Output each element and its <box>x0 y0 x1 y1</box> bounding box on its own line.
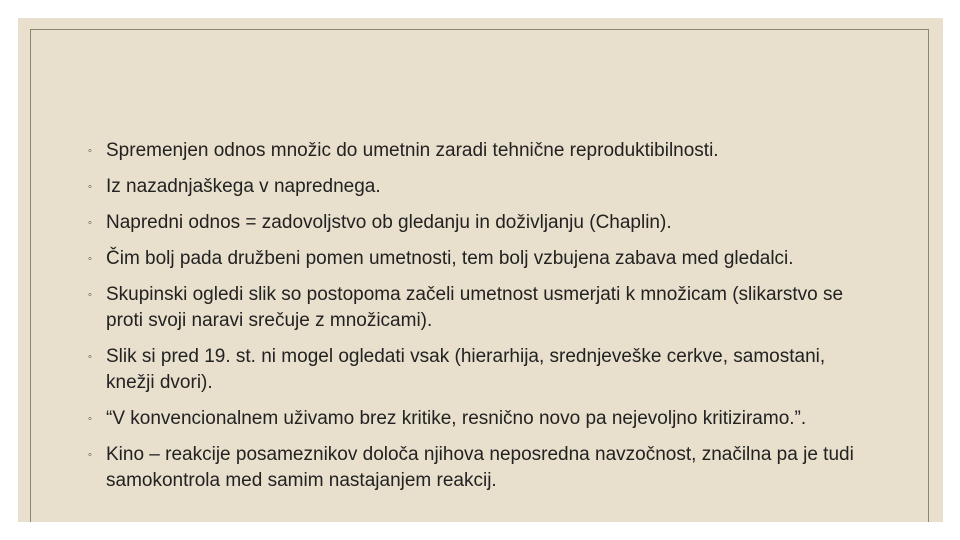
bullet-icon: ◦ <box>88 449 92 461</box>
list-item <box>88 210 868 236</box>
bullet-text: Čim bolj pada družbeni pomen umetnosti, tem bolj vzbujena zabava med gledalci. <box>106 248 794 269</box>
list-item <box>88 246 868 272</box>
list-item <box>88 138 868 164</box>
list-item <box>88 406 868 432</box>
bullet-icon: ◦ <box>88 253 92 265</box>
list-item <box>88 282 868 334</box>
bullet-text: Napredni odnos = zadovoljstvo ob gledanju in doživljanju (Chaplin). <box>106 212 672 233</box>
bullet-list <box>88 138 868 504</box>
bullet-text: Kino – reakcije posameznikov določa njihova neposredna navzočnost, značilna pa je tudi samokontrola med samim nastajanjem reakcij. <box>106 444 854 491</box>
list-item <box>88 174 868 200</box>
list-item <box>88 344 868 396</box>
bullet-text: “V konvencionalnem uživamo brez kritike, resnično novo pa nejevoljno kritiziramo.”. <box>106 408 807 429</box>
bullet-text: Slik si pred 19. st. ni mogel ogledati vsak (hierarhija, srednjeveške cerkve, samostani, knežji dvori). <box>106 346 826 393</box>
slide <box>18 18 943 522</box>
bullet-icon: ◦ <box>88 351 92 363</box>
bullet-icon: ◦ <box>88 217 92 229</box>
bullet-icon: ◦ <box>88 413 92 425</box>
bullet-icon: ◦ <box>88 181 92 193</box>
bullet-text: Skupinski ogledi slik so postopoma začeli umetnost usmerjati k množicam (slikarstvo se proti svoji naravi srečuje z množicami). <box>106 284 844 331</box>
bullet-icon: ◦ <box>88 289 92 301</box>
bullet-text: Iz nazadnjaškega v naprednega. <box>106 176 381 197</box>
list-item <box>88 442 868 494</box>
bullet-text: Spremenjen odnos množic do umetnin zaradi tehnične reproduktibilnosti. <box>106 140 719 161</box>
bullet-icon: ◦ <box>88 145 92 157</box>
